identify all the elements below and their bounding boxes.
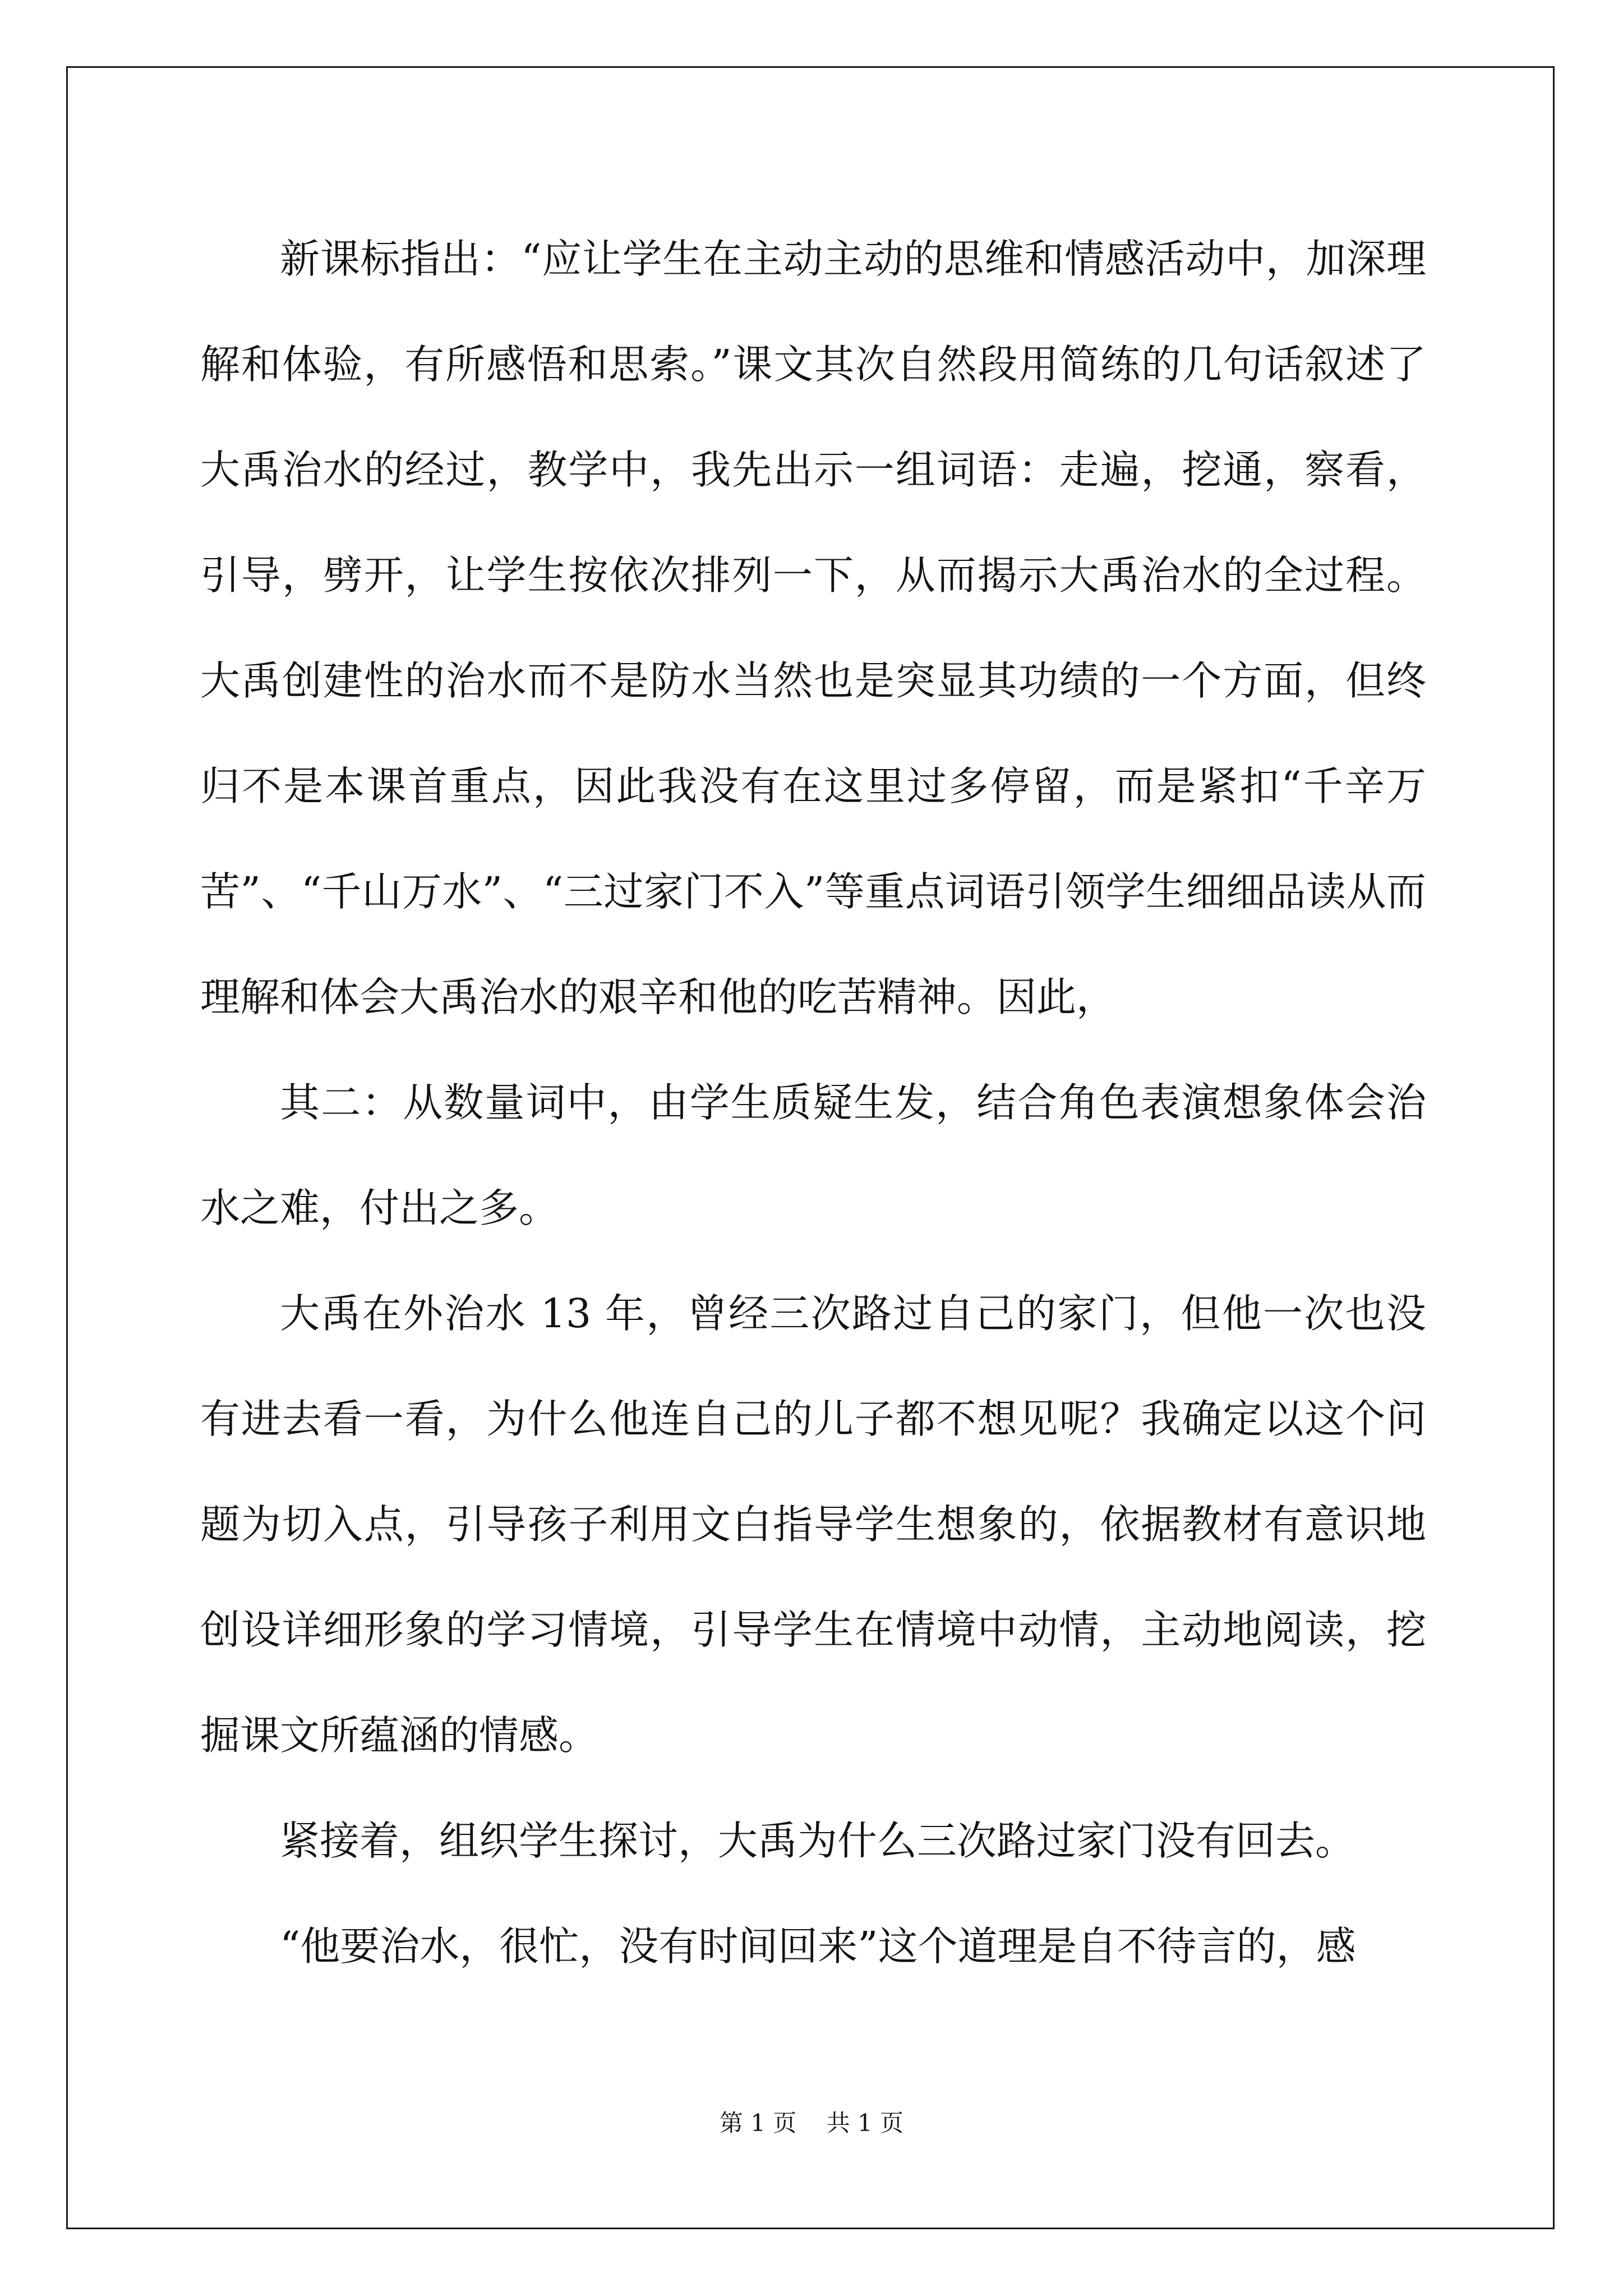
paragraph-4: 紧接着，组织学生探讨，大禹为什么三次路过家门没有回去。 [280, 1818, 1355, 1864]
page-footer: 第 1 页 共 1 页 [719, 2109, 904, 2137]
paragraph-5: “他要治水，很忙，没有时间回来”这个道理是自不待言的，感 [280, 1923, 1356, 1970]
document-body [200, 206, 1426, 1999]
paragraph-1: 新课标指出：“应让学生在主动主动的思维和情感活动中，加深理解和体验，有所感悟和思索。”课文其次自然段用简练的几句话叙述了大禹治水的经过，教学中，我先出示一组词语：走遍，挖通，察看，引导，劈开，让学生按依次排列一下，从而揭示大禹治水的全过程。大禹创建性的治水而不是防水当然也是突显其功绩的一个方面，但终归不是本课首重点，因此我没有在这里过多停留，而是紧扣“千辛万苦”、“千山万水”、“三过家门不入”等重点词语引领学生细细品读从而理解和体会大禹治水的艰辛和他的吃苦精神。因此， [200, 236, 1426, 1020]
paragraph-2: 其二：从数量词中，由学生质疑生发，结合角色表演想象体会治水之难，付出之多。 [200, 1079, 1426, 1231]
paragraph-3: 大禹在外治水 13 年，曾经三次路过自己的家门，但他一次也没有进去看一看，为什么他连自己的儿子都不想见呢？我确定以这个问题为切入点，引导孩子利用文白指导学生想象的，依据教材有意识地创设详细形象的学习情境，引导学生在情境中动情，主动地阅读，挖掘课文所蕴涵的情感。 [200, 1290, 1426, 1759]
